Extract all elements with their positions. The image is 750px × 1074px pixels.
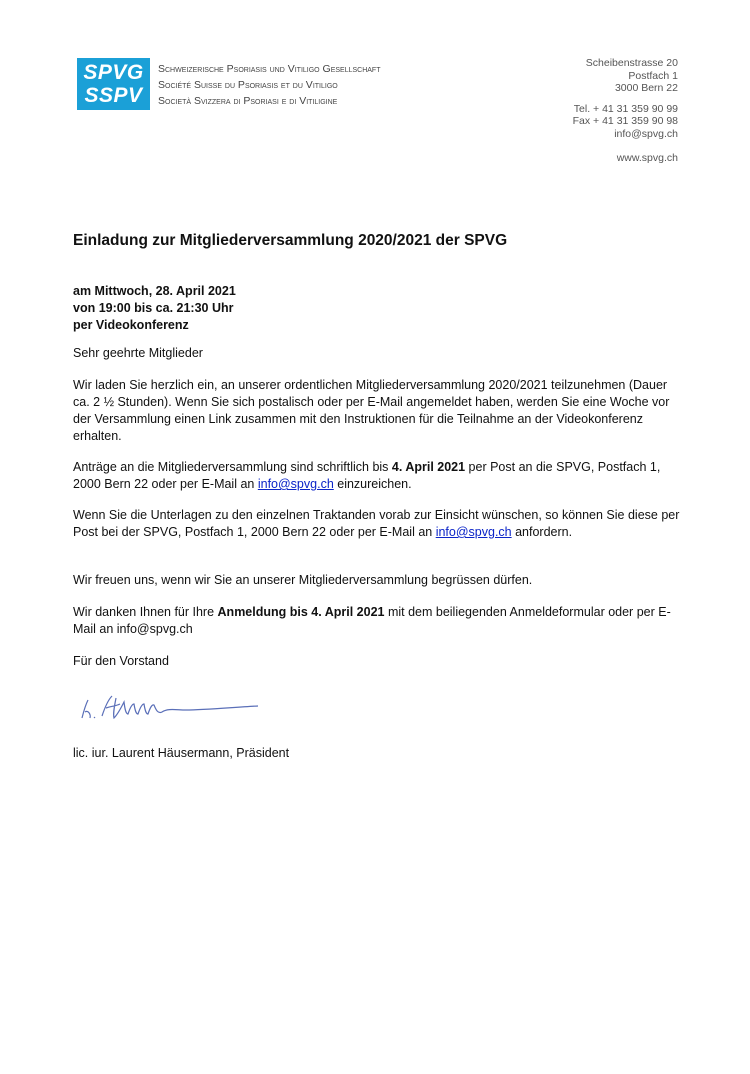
address-street: Scheibenstrasse 20	[585, 57, 678, 69]
paragraph-motions	[73, 459, 683, 493]
paragraph-invitation: Wir laden Sie herzlich ein, an unserer ordentlichen Mitgliederversammlung 2020/2021 teilzunehmen (Dauer ca. 2 ½ Stunden). Wenn Sie sich postalisch oder per E-Mail angemeldet haben, werden Sie eine Woche vor der Versammlung einen Link zusammen mit den Instruktionen für die Teilnahme an der Videokonferenz erhalten.	[73, 378, 670, 443]
society-name-it: Società Svizzera di Psoriasi e di Vitiligine	[158, 95, 338, 107]
address-email: info@spvg.ch	[614, 127, 678, 140]
address-city: 3000 Bern 22	[614, 82, 678, 94]
text-segment: einzureichen.	[333, 477, 412, 491]
email-link[interactable]: info@spvg.ch	[435, 525, 512, 539]
sender-address	[478, 57, 678, 165]
society-name-fr: Société Suisse du Psoriasis et du Vitiligo	[158, 79, 338, 91]
letter-title: Einladung zur Mitgliederversammlung 2020/2021 der SPVG	[73, 232, 508, 249]
address-fax: Fax + 41 31 359 90 98	[572, 115, 678, 127]
paragraph-documents	[73, 507, 683, 541]
spvg-logo	[77, 58, 150, 110]
signatory-name: lic. iur. Laurent Häusermann, Präsident	[73, 746, 290, 760]
meeting-time: von 19:00 bis ca. 21:30 Uhr	[73, 301, 234, 315]
text-segment: per Post an die SPVG, Postfach 1, 2000 Bern 22 oder per E-Mail an	[73, 460, 661, 491]
logo-line-1: SPVG	[83, 61, 144, 84]
logo-line-2: SSPV	[84, 84, 143, 107]
address-tel: Tel. + 41 31 359 90 99	[573, 102, 678, 115]
text-segment: Wenn Sie die Unterlagen zu den einzelnen Traktanden vorab zur Einsicht wünschen, so können Sie diese per Post bei der SPVG, Postfach 1, 2000 Bern 22 oder per E-Mail an	[73, 508, 680, 539]
text-segment: mit dem beiliegenden Anmeldeformular oder per E-Mail an info@spvg.ch	[73, 605, 671, 636]
greeting: Sehr geehrte Mitglieder	[73, 346, 203, 360]
closing-line: Für den Vorstand	[73, 654, 169, 668]
meeting-date: am Mittwoch, 28. April 2021	[73, 284, 236, 298]
handwritten-signature	[76, 690, 266, 726]
address-web: www.spvg.ch	[616, 152, 678, 164]
paragraph-welcome: Wir freuen uns, wenn wir Sie an unserer Mitgliederversammlung begrüssen dürfen.	[73, 573, 533, 587]
society-names	[158, 61, 438, 109]
address-postbox: Postfach 1	[628, 69, 678, 82]
paragraph-registration	[73, 604, 683, 638]
registration-deadline-bold: Anmeldung bis 4. April 2021	[217, 605, 385, 619]
meeting-details	[73, 283, 473, 334]
text-segment: anfordern.	[511, 525, 573, 539]
email-link[interactable]: info@spvg.ch	[257, 477, 334, 491]
text-segment: Wir danken Ihnen für Ihre	[73, 605, 218, 619]
text-segment: Anträge an die Mitgliederversammlung sind schriftlich bis	[73, 460, 392, 474]
meeting-mode: per Videokonferenz	[73, 318, 189, 332]
deadline-bold: 4. April 2021	[391, 460, 466, 474]
society-name-de: Schweizerische Psoriasis und Vitiligo Gesellschaft	[158, 63, 381, 75]
